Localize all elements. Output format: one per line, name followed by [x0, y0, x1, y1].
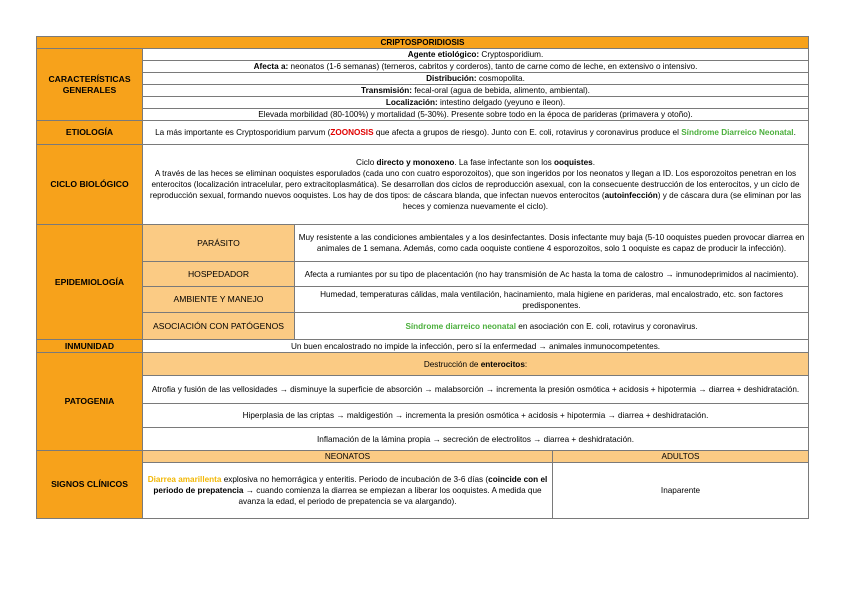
asociacion-label: ASOCIACIÓN CON PATÓGENOS — [143, 313, 295, 340]
ambiente-text: Humedad, temperaturas cálidas, mala ventilación, hacinamiento, mala higiene en parideras, mal encalostrado, etc. son factores predisponentes. — [295, 287, 809, 313]
neonatos-header: NEONATOS — [143, 451, 553, 463]
section-inmunidad: INMUNIDAD — [37, 340, 143, 353]
etiologia-text: La más importante es Cryptosporidium parvum (ZOONOSIS que afecta a grupos de riesgo). Junto con E. coli, rotavirus y coronavirus produce el Síndrome Diarreico Neonatal. — [143, 121, 809, 145]
inflamacion-text: Inflamación de la lámina propia → secreción de electrolitos → diarrea + deshidratación. — [143, 428, 809, 451]
afecta-a: Afecta a: neonatos (1-6 semanas) (terneros, cabritos y corderos), tanto de carne como de leche, en extensivo o intensivo. — [143, 61, 809, 73]
table-title: CRIPTOSPORIDIOSIS — [37, 37, 809, 49]
distribucion: Distribución: cosmopolita. — [143, 73, 809, 85]
criptosporidiosis-table — [36, 36, 809, 519]
section-caracteristicas: CARACTERÍSTICAS GENERALES — [37, 49, 143, 121]
section-ciclo: CICLO BIOLÓGICO — [37, 145, 143, 225]
localizacion: Localización: intestino delgado (yeyuno e íleon). — [143, 97, 809, 109]
destruccion-enterocitos: Destrucción de enterocitos: — [143, 353, 809, 376]
hospedador-text: Afecta a rumiantes por su tipo de placentación (no hay transmisión de Ac hasta la toma de calostro → inmunodeprimidos al nacimiento). — [295, 262, 809, 287]
transmision: Transmisión: fecal-oral (agua de bebida, alimento, ambiental). — [143, 85, 809, 97]
section-patogenia: PATOGENIA — [37, 353, 143, 451]
hospedador-label: HOSPEDADOR — [143, 262, 295, 287]
section-signos: SIGNOS CLÍNICOS — [37, 451, 143, 519]
morbilidad: Elevada morbilidad (80-100%) y mortalidad (5-30%). Presente sobre todo en la época de parideras (primavera y otoño). — [143, 109, 809, 121]
section-etiologia: ETIOLOGÍA — [37, 121, 143, 145]
adultos-text: Inaparente — [553, 463, 809, 519]
ambiente-label: AMBIENTE Y MANEJO — [143, 287, 295, 313]
section-epidemiologia: EPIDEMIOLOGÍA — [37, 225, 143, 340]
inmunidad-text: Un buen encalostrado no impide la infección, pero sí la enfermedad → animales inmunocompetentes. — [143, 340, 809, 353]
atrofia-text: Atrofia y fusión de las vellosidades → disminuye la superficie de absorción → malabsorción → incrementa la presión osmótica + acidosis + hipotermia → diarrea + deshidratación. — [143, 376, 809, 404]
parasito-label: PARÁSITO — [143, 225, 295, 262]
adultos-header: ADULTOS — [553, 451, 809, 463]
ciclo-text: Ciclo directo y monoxeno. La fase infectante son los ooquistes. A través de las heces se eliminan ooquistes esporulados (cada uno con cuatro esporozoitos), que son ingeridos por los neonatos y llegan a ID. Los esporozoitos penetran en los enterocitos (localización intracelular, pero extracitoplasmática). Se desarrollan dos ciclos de reproducción asexual, con la consecuente destrucción de los enterocitos, y un ciclo de reproducción sexual, formando nuevos ooquistes. Los hay de dos tipos: de cáscara blanda, que infectan nuevos enterocitos (autoinfección) y de cáscara dura (se eliminan por las heces y comienza nuevamente el ciclo). — [143, 145, 809, 225]
parasito-text: Muy resistente a las condiciones ambientales y a los desinfectantes. Dosis infectante muy baja (5-10 ooquistes pueden provocar diarrea en animales de 1 semana. Además, como cada ooquiste contiene 4 esporozoitos, solo 1 ooquiste es capaz de producir la infección). — [295, 225, 809, 262]
asociacion-text: Síndrome diarreico neonatal en asociación con E. coli, rotavirus y coronavirus. — [295, 313, 809, 340]
hiperplasia-text: Hiperplasia de las criptas → maldigestión → incrementa la presión osmótica + acidosis + hipotermia → diarrea + deshidratación. — [143, 404, 809, 428]
agente-etiologico: Agente etiológico: Cryptosporidium. — [143, 49, 809, 61]
neonatos-text: Diarrea amarillenta explosiva no hemorrágica y enteritis. Periodo de incubación de 3-6 días (coincide con el periodo de prepatencia → cuando comienza la diarrea se empiezan a liberar los ooquistes. A medida que avanza la edad, el periodo de prepatencia se va alargando). — [143, 463, 553, 519]
